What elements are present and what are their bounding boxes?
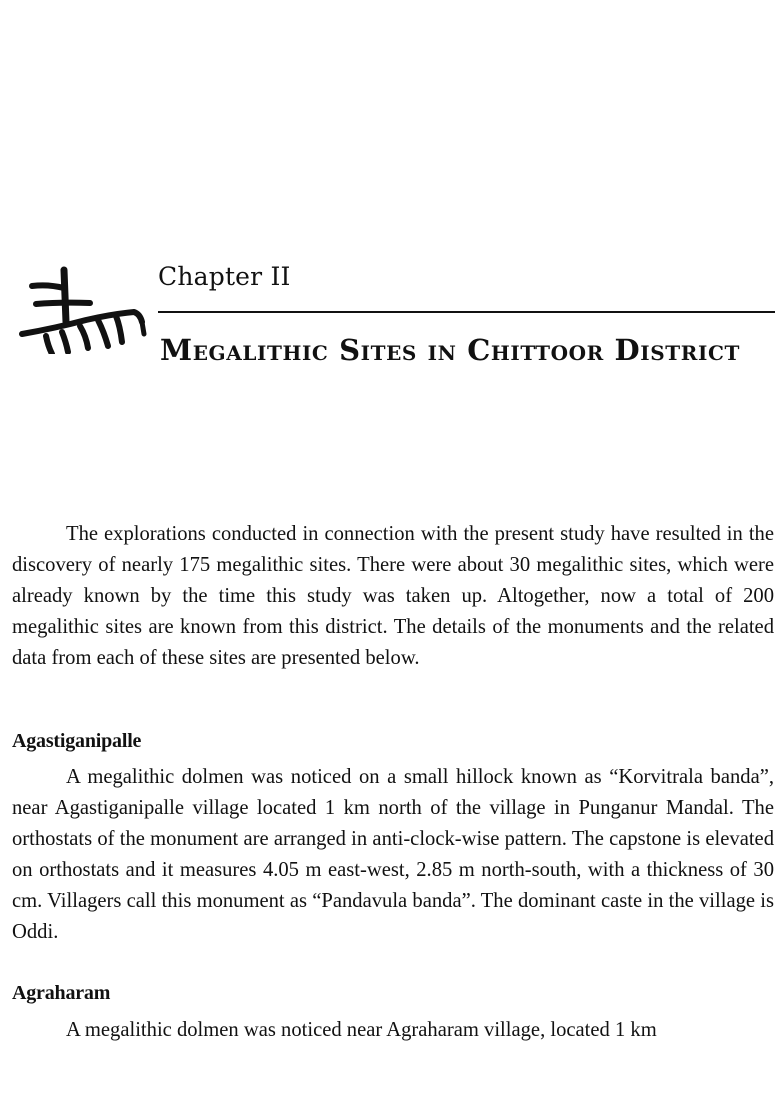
section-heading-agraharam: Agraharam	[12, 982, 111, 1004]
chapter-title: Megalithic Sites in Chittoor District	[160, 333, 740, 367]
section-agastiganipalle	[12, 762, 774, 948]
section-heading-agastiganipalle: Agastiganipalle	[12, 730, 142, 752]
section-agraharam	[12, 1015, 774, 1046]
section-paragraph: A megalithic dolmen was noticed on a small hillock known as “Korvitrala banda”, near Agastiganipalle village located 1 km north of the village in Punganur Mandal. The orthostats of the monument are arranged in anti-clock-wise pattern. The capstone is elevated on orthostats and it measures 4.05 m east-west, 2.85 m north-south, with a thickness of 30 cm. Villagers call this monument as “Pandavula banda”. The dominant caste in the village is Oddi.	[12, 766, 774, 943]
intro-section	[12, 519, 774, 674]
intro-paragraph: The explorations conducted in connection with the present study have resulted in the discovery of nearly 175 megalithic sites. There were about 30 megalithic sites, which were already known by the time this study was taken up. Altogether, now a total of 200 megalithic sites are known from this district. The details of the monuments and the related data from each of these sites are presented below.	[12, 523, 774, 669]
megalithic-glyph-icon	[16, 262, 148, 354]
section-paragraph: A megalithic dolmen was noticed near Agraharam village, located 1 km	[66, 1019, 657, 1041]
chapter-label: Chapter II	[158, 262, 291, 291]
chapter-divider	[158, 311, 775, 313]
